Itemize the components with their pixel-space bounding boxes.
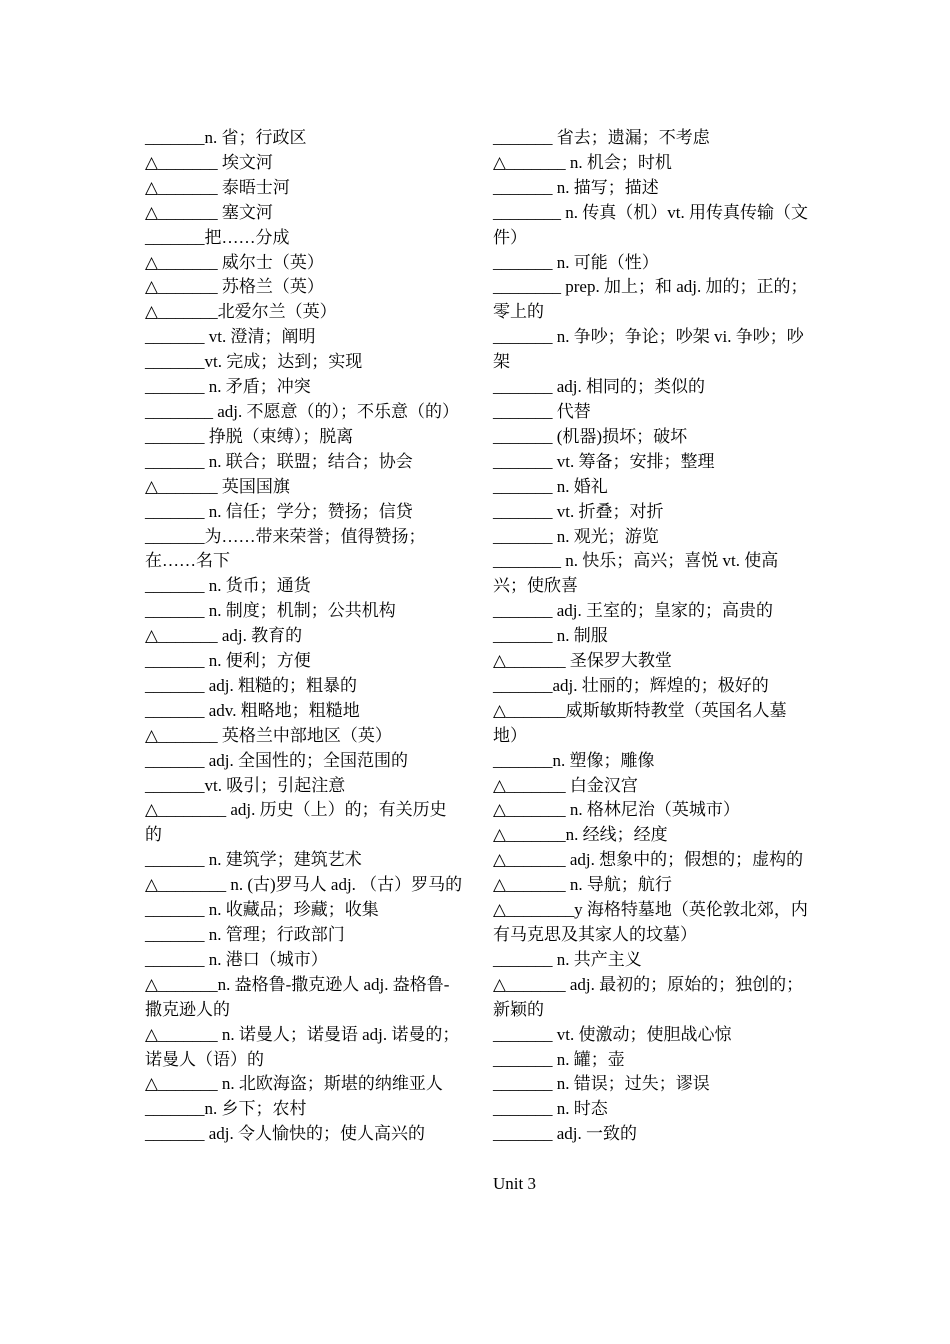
- vocab-entry: _______ n. 争吵；争论；吵架 vi. 争吵；吵架: [493, 327, 804, 372]
- vocab-entry: △_______ n. 北欧海盗；斯堪的纳维亚人: [145, 1074, 443, 1094]
- vocab-entry: △_______ 白金汉宫: [493, 775, 638, 795]
- vocab-entry: _______ n. 制服: [493, 626, 608, 646]
- vocab-entry: _______ n. 罐；壶: [493, 1049, 625, 1069]
- vocab-entry: ________ adj. 不愿意（的）；不乐意（的）: [145, 401, 460, 421]
- vocab-entry: _______ adj. 一致的: [493, 1124, 638, 1144]
- vocab-entry: _______ vt. 筹备；安排；整理: [493, 451, 715, 471]
- vocab-entry: _______为……带来荣誉；值得赞扬；在……名下: [145, 526, 426, 571]
- vocab-entry: △_______n. 经线；经度: [493, 825, 668, 845]
- vocab-entry: _______ n. 便利；方便: [145, 651, 311, 671]
- vocab-entry: _______n. 省；行政区: [145, 128, 307, 147]
- vocab-entry: △________ adj. 历史（上）的；有关历史的: [145, 800, 447, 845]
- vocab-entry: ________ n. 快乐；高兴；喜悦 vt. 使高兴；使欣喜: [493, 551, 779, 596]
- vocab-entry: _______ n. 联合；联盟；结合；协会: [145, 451, 413, 471]
- unit-heading: Unit 3: [493, 1174, 536, 1194]
- vocab-entry: _______ n. 管理；行政部门: [145, 925, 345, 944]
- vocab-entry: △_______ 威尔士（英）: [145, 252, 324, 272]
- vocab-entry: _______ n. 矛盾；冲突: [145, 377, 311, 397]
- vocab-entry: _______ n. 货币；通货: [145, 576, 311, 596]
- vocab-entry: _______ adj. 相同的；类似的: [493, 377, 706, 397]
- vocab-entry: _______ n. 制度；机制；公共机构: [145, 601, 396, 621]
- vocab-entry: _______ adj. 全国性的；全国范围的: [145, 750, 409, 770]
- vocab-entry: △_______ 苏格兰（英）: [145, 277, 324, 297]
- vocab-entry: _______n. 乡下；农村: [145, 1099, 307, 1119]
- vocab-entry: △_______n. 盎格鲁-撒克逊人 adj. 盎格鲁-撒克逊人的: [145, 974, 450, 1019]
- vocab-entry: △_______北爱尔兰（英）: [145, 302, 337, 322]
- vocab-entry: △_______ 埃文河: [145, 152, 273, 172]
- vocab-entry: _______ n. 婚礼: [493, 476, 608, 496]
- vocab-entry: △_______威斯敏斯特教堂（英国名人墓地）: [493, 700, 787, 745]
- vocab-entry: ________ n. 传真（机）vt. 用传真传输（文件）: [493, 202, 808, 247]
- vocab-entry: △_______ adj. 想象中的；假想的；虚构的: [493, 850, 804, 870]
- left-column: [145, 126, 463, 1147]
- vocab-entry: _______ vt. 使激动；使胆战心惊: [493, 1024, 732, 1044]
- vocab-entry: ________ prep. 加上；和 adj. 加的；正的；零上的: [493, 277, 808, 322]
- vocab-entry: _______ adj. 粗糙的；粗暴的: [145, 675, 358, 695]
- vocab-entry: △_______ 英格兰中部地区（英）: [145, 725, 392, 745]
- vocab-entry: △_______ 圣保罗大教堂: [493, 651, 672, 671]
- vocab-entry: △_______ 泰晤士河: [145, 177, 290, 197]
- vocab-entry: △_______ n. 格林尼治（英城市）: [493, 800, 740, 820]
- right-column: [493, 126, 811, 1197]
- vocab-entry: △________y 海格特墓地（英伦敦北郊，内有马克思及其家人的坟墓）: [493, 900, 808, 944]
- vocab-entry: _______vt. 完成；达到；实现: [145, 352, 363, 372]
- vocab-entry: _______ 省去；遗漏；不考虑: [493, 128, 710, 147]
- vocab-entry: △_______ adj. 教育的: [145, 626, 303, 646]
- vocab-entry: _______把……分成: [145, 227, 290, 247]
- vocab-entry: _______n. 塑像；雕像: [493, 750, 655, 770]
- vocab-entry: _______ adj. 令人愉快的；使人高兴的: [145, 1124, 426, 1144]
- vocab-entry: △_______ 英国国旗: [145, 476, 290, 496]
- vocab-entry: _______ n. 错误；过失；谬误: [493, 1074, 710, 1094]
- vocab-entry: _______ n. 港口（城市）: [145, 949, 328, 969]
- vocab-entry: _______ vt. 澄清；阐明: [145, 327, 316, 347]
- vocab-entry: _______ n. 描写；描述: [493, 177, 659, 197]
- vocab-entry: _______ n. 建筑学；建筑艺术: [145, 850, 362, 870]
- vocab-entry: _______adj. 壮丽的；辉煌的；极好的: [493, 675, 769, 695]
- vocab-entry: △________ n. (古)罗马人 adj. （古）罗马的: [145, 875, 463, 895]
- vocab-entry: _______ adj. 王室的；皇家的；高贵的: [493, 601, 774, 621]
- vocab-entry: _______ 挣脱（束缚）；脱离: [145, 426, 354, 446]
- vocab-entry: △_______ n. 机会；时机: [493, 152, 672, 172]
- vocab-entry: _______ n. 共产主义: [493, 949, 642, 969]
- vocab-entry: △_______ 塞文河: [145, 202, 273, 222]
- vocab-entry: △_______ n. 导航；航行: [493, 875, 672, 895]
- vocab-entry: _______ n. 信任；学分；赞扬；信贷: [145, 501, 413, 521]
- vocab-entry: _______ 代替: [493, 401, 591, 421]
- vocab-entry: _______ n. 收藏品；珍藏；收集: [145, 900, 379, 920]
- vocab-entry: _______ (机器)损坏；破坏: [493, 426, 688, 446]
- vocab-entry: _______ n. 时态: [493, 1099, 608, 1119]
- vocab-entry: △_______ n. 诺曼人；诺曼语 adj. 诺曼的；诺曼人（语）的: [145, 1024, 460, 1069]
- vocab-entry: _______ n. 可能（性）: [493, 252, 659, 272]
- vocab-entry: _______ vt. 折叠；对折: [493, 501, 664, 521]
- vocab-entry: _______ n. 观光；游览: [493, 526, 659, 546]
- blank-line: [493, 1147, 811, 1172]
- vocab-entry: _______ adv. 粗略地；粗糙地: [145, 700, 360, 720]
- vocab-entry: △_______ adj. 最初的；原始的；独创的；新颖的: [493, 974, 804, 1019]
- vocab-entry: _______vt. 吸引；引起注意: [145, 775, 346, 795]
